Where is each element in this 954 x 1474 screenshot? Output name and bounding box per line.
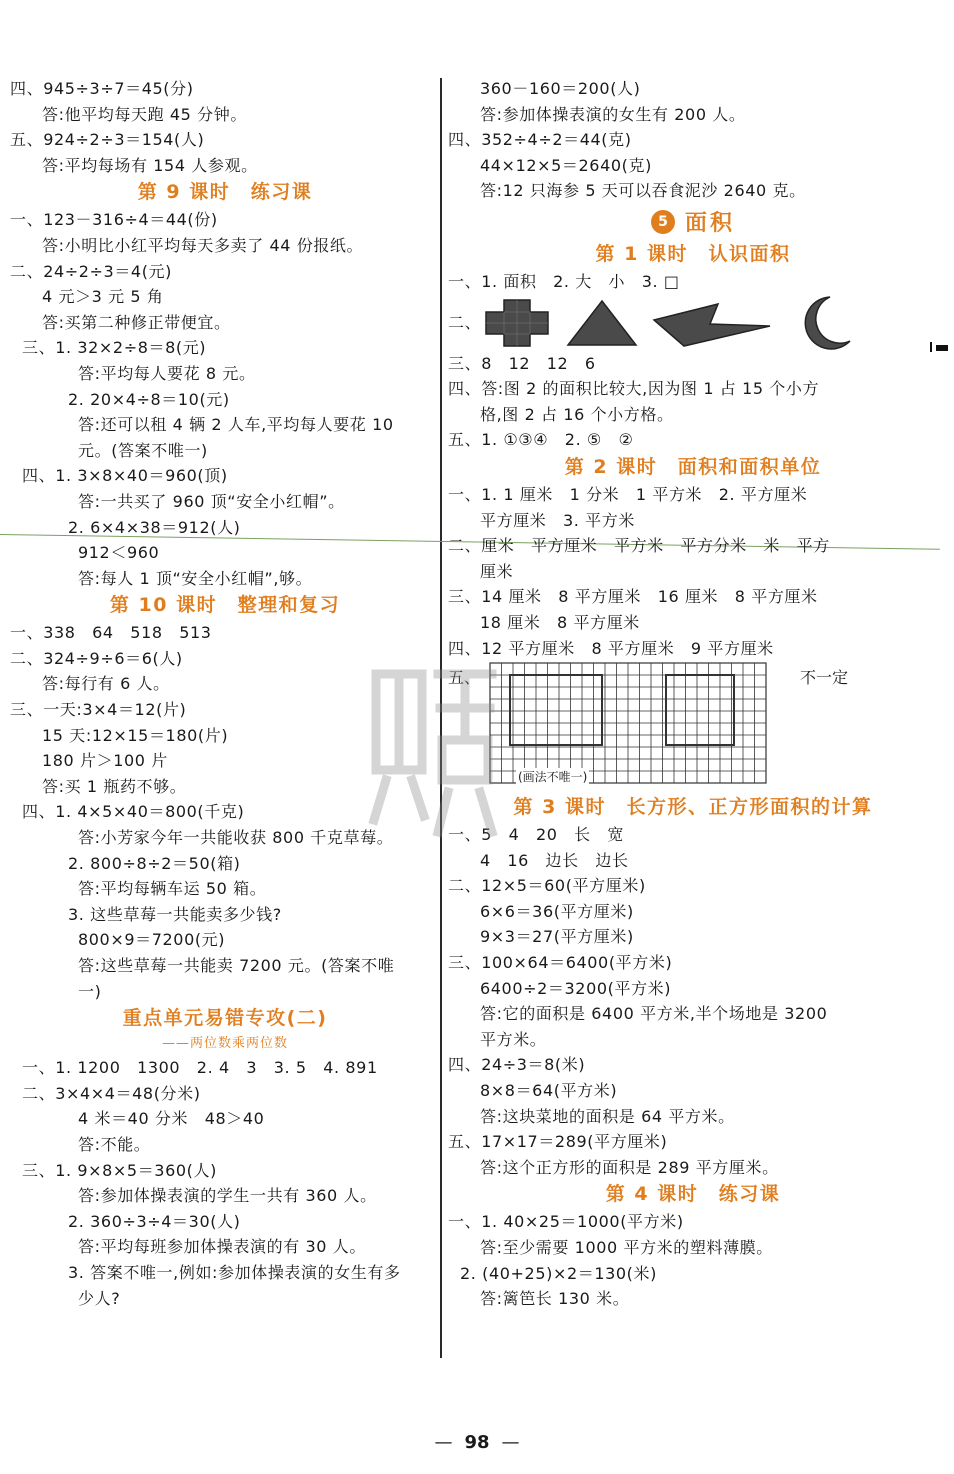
answer-line: 一、1. 面积 2. 大 小 3. □ (448, 271, 680, 291)
answer-line: 答:不能。 (78, 1134, 151, 1154)
answer-line: 4 元＞3 元 5 角 (42, 287, 164, 307)
lesson-heading: 第 9 课时 练习课 (137, 181, 313, 204)
answer-line: 四、24÷3＝8(米) (448, 1055, 586, 1075)
answer-line: 二、3×4×4＝48(分米) (22, 1083, 201, 1103)
answer-line: 15 天:12×15＝180(片) (42, 725, 229, 745)
answer-line: 四、答:图 2 的面积比较大,因为图 1 占 15 个小方 (448, 379, 820, 399)
answer-line: 三、一天:3×4＝12(片) (10, 700, 187, 720)
section-heading: 重点单元易错专攻(二) (122, 1007, 328, 1030)
unit-number-badge: 5 (651, 210, 675, 234)
answer-line: 答:这个正方形的面积是 289 平方厘米。 (480, 1157, 779, 1177)
answer-line: 五、924÷2÷3＝154(人) (10, 130, 205, 150)
unit-title: 面积 (684, 211, 735, 237)
answer-line: 答:篱笆长 130 米。 (480, 1289, 630, 1309)
answer-line: 3. 答案不唯一,例如:参加体操表演的女生有多 (68, 1262, 401, 1282)
crescent-shape-icon (786, 295, 856, 351)
answer-line: 答:参加体操表演的女生有 200 人。 (480, 104, 746, 124)
answer-line: 四、352÷4÷2＝44(克) (448, 130, 632, 150)
answer-label: 二、 (448, 312, 482, 332)
answer-line: 2. 20×4÷8＝10(元) (68, 389, 230, 409)
answer-line: 答:它的面积是 6400 平方米,半个场地是 3200 (480, 1004, 828, 1024)
grid-answer-text: 不一定 (800, 668, 849, 688)
square-grid (488, 661, 768, 789)
answer-line: 44×12×5＝2640(克) (480, 155, 652, 175)
answer-line: 二、12×5＝60(平方厘米) (448, 876, 646, 896)
answer-line: 2. 6×4×38＝912(人) (68, 517, 241, 537)
answer-line: 18 厘米 8 平方厘米 (480, 612, 640, 632)
answer-line: 答:参加体操表演的学生一共有 360 人。 (78, 1186, 377, 1206)
answer-line: 答:小芳家今年一共能收获 800 千克草莓。 (78, 828, 394, 848)
answer-line: 一、123－316÷4＝44(份) (10, 210, 218, 230)
answer-line: 答:小明比小红平均每天多卖了 44 份报纸。 (42, 235, 364, 255)
answer-line: 厘米 (480, 561, 514, 581)
answer-line: 答:买第二种修正带便宜。 (42, 312, 231, 332)
answer-line: 答:平均每辆车运 50 箱。 (78, 879, 267, 899)
answer-line: 2. (40+25)×2＝130(米) (460, 1263, 657, 1283)
answer-line: 2. 800÷8÷2＝50(箱) (68, 853, 241, 873)
answer-line: 答:12 只海参 5 天可以吞食泥沙 2640 克。 (480, 181, 806, 201)
answer-line: 二、324÷9÷6＝6(人) (10, 648, 183, 668)
answer-line: 8×8＝64(平方米) (480, 1081, 618, 1101)
lesson-heading: 第 10 课时 整理和复习 (109, 594, 341, 617)
answer-line: 一、5 4 20 长 宽 (448, 825, 624, 845)
answer-line: 9×3＝27(平方厘米) (480, 927, 634, 947)
answer-line: 少人? (78, 1288, 121, 1308)
shapes-row (448, 295, 938, 351)
answer-line: 一) (78, 981, 102, 1001)
grid-answer-row (448, 661, 938, 793)
answer-line: 2. 360÷3÷4＝30(人) (68, 1211, 241, 1231)
lesson-heading: 第 1 课时 认识面积 (595, 242, 791, 265)
answer-line: 二、厘米 平方厘米 平方米 平方分米 米 平方 (448, 536, 830, 556)
answer-line: 三、1. 9×8×5＝360(人) (22, 1160, 217, 1180)
answer-line: 四、1. 4×5×40＝800(千克) (22, 802, 245, 822)
answer-line: 答:买 1 瓶药不够。 (42, 776, 187, 796)
answer-line: 3. 这些草莓一共能卖多少钱? (68, 904, 282, 924)
answer-line: 4 16 边长 边长 (480, 850, 629, 870)
answer-line: 元。(答案不唯一) (78, 440, 208, 460)
answer-line: 四、1. 3×8×40＝960(顶) (22, 466, 228, 486)
bolt-shape-icon (650, 298, 776, 348)
answer-line: 五、1. ①③④ 2. ⑤ ② (448, 430, 634, 450)
stamp-watermark (368, 660, 498, 840)
answer-line: 6×6＝36(平方厘米) (480, 901, 634, 921)
answer-line: 答:至少需要 1000 平方米的塑料薄膜。 (480, 1238, 773, 1257)
answer-line: 五、17×17＝289(平方厘米) (448, 1132, 668, 1152)
answer-line: 答:这些草莓一共能卖 7200 元。(答案不唯 (78, 956, 395, 975)
answer-line: 三、14 厘米 8 平方厘米 16 厘米 8 平方厘米 (448, 587, 818, 607)
answer-line: 360－160＝200(人) (480, 79, 641, 98)
grid-note: (画法不唯一) (518, 770, 588, 785)
answer-line: 四、12 平方厘米 8 平方厘米 9 平方厘米 (448, 638, 774, 658)
page-number-value: 98 (464, 1432, 490, 1453)
answer-line: 一、1. 1200 1300 2. 4 3 3. 5 4. 891 (22, 1058, 378, 1078)
answer-line: 答:这块菜地的面积是 64 平方米。 (480, 1106, 735, 1126)
page-number: — 98 — (434, 1432, 520, 1453)
answer-line: 6400÷2＝3200(平方米) (480, 978, 672, 998)
right-column (448, 76, 938, 1312)
answer-line: 答:他平均每天跑 45 分钟。 (42, 104, 247, 124)
lesson-heading: 第 3 课时 长方形、正方形面积的计算 (513, 796, 873, 819)
answer-line: 三、1. 32×2÷8＝8(元) (22, 338, 207, 358)
lesson-heading: 第 2 课时 面积和面积单位 (564, 455, 822, 478)
answer-line: 二、24÷2÷3＝4(元) (10, 261, 172, 281)
answer-line: 一、338 64 518 513 (10, 623, 212, 643)
answer-line: 答:每行有 6 人。 (42, 674, 170, 694)
answer-line: 一、1. 40×25＝1000(平方米) (448, 1212, 684, 1232)
answer-line: 四、945÷3÷7＝45(分) (10, 79, 194, 98)
answer-line: 平方米。 (480, 1029, 547, 1049)
answer-line: 答:一共买了 960 顶“安全小红帽”。 (78, 491, 345, 511)
grid-drawing (488, 661, 768, 785)
answer-line: 800×9＝7200(元) (78, 930, 226, 950)
answer-line: 答:平均每班参加体操表演的有 30 人。 (78, 1237, 366, 1257)
answer-line: 三、100×64＝6400(平方米) (448, 953, 673, 973)
unit-heading (448, 204, 938, 240)
answer-line: 三、8 12 12 6 (448, 353, 596, 373)
answer-line: 格,图 2 占 16 个小方格。 (480, 404, 674, 424)
answer-line: 912＜960 (78, 543, 160, 563)
lesson-heading: 第 4 课时 练习课 (605, 1183, 781, 1206)
triangle-shape-icon (562, 298, 642, 348)
answer-line: 答:平均每场有 154 人参观。 (42, 155, 258, 175)
section-subheading: ——两位数乘两位数 (161, 1036, 288, 1052)
answer-line: 一、1. 1 厘米 1 分米 1 平方米 2. 平方厘米 (448, 484, 808, 504)
answer-line: 答:还可以租 4 辆 2 人车,平均每人要花 10 (78, 415, 394, 435)
answer-label: 五、 (448, 668, 481, 688)
answer-line: 180 片＞100 片 (42, 751, 168, 771)
answer-line: 答:每人 1 顶“安全小红帽”,够。 (78, 568, 313, 588)
answer-line: 平方厘米 3. 平方米 (480, 510, 635, 530)
answer-line: 答:平均每人要花 8 元。 (78, 363, 256, 383)
answer-line: 4 米＝40 分米 48＞40 (78, 1109, 265, 1129)
plus-shape-icon (482, 298, 552, 348)
